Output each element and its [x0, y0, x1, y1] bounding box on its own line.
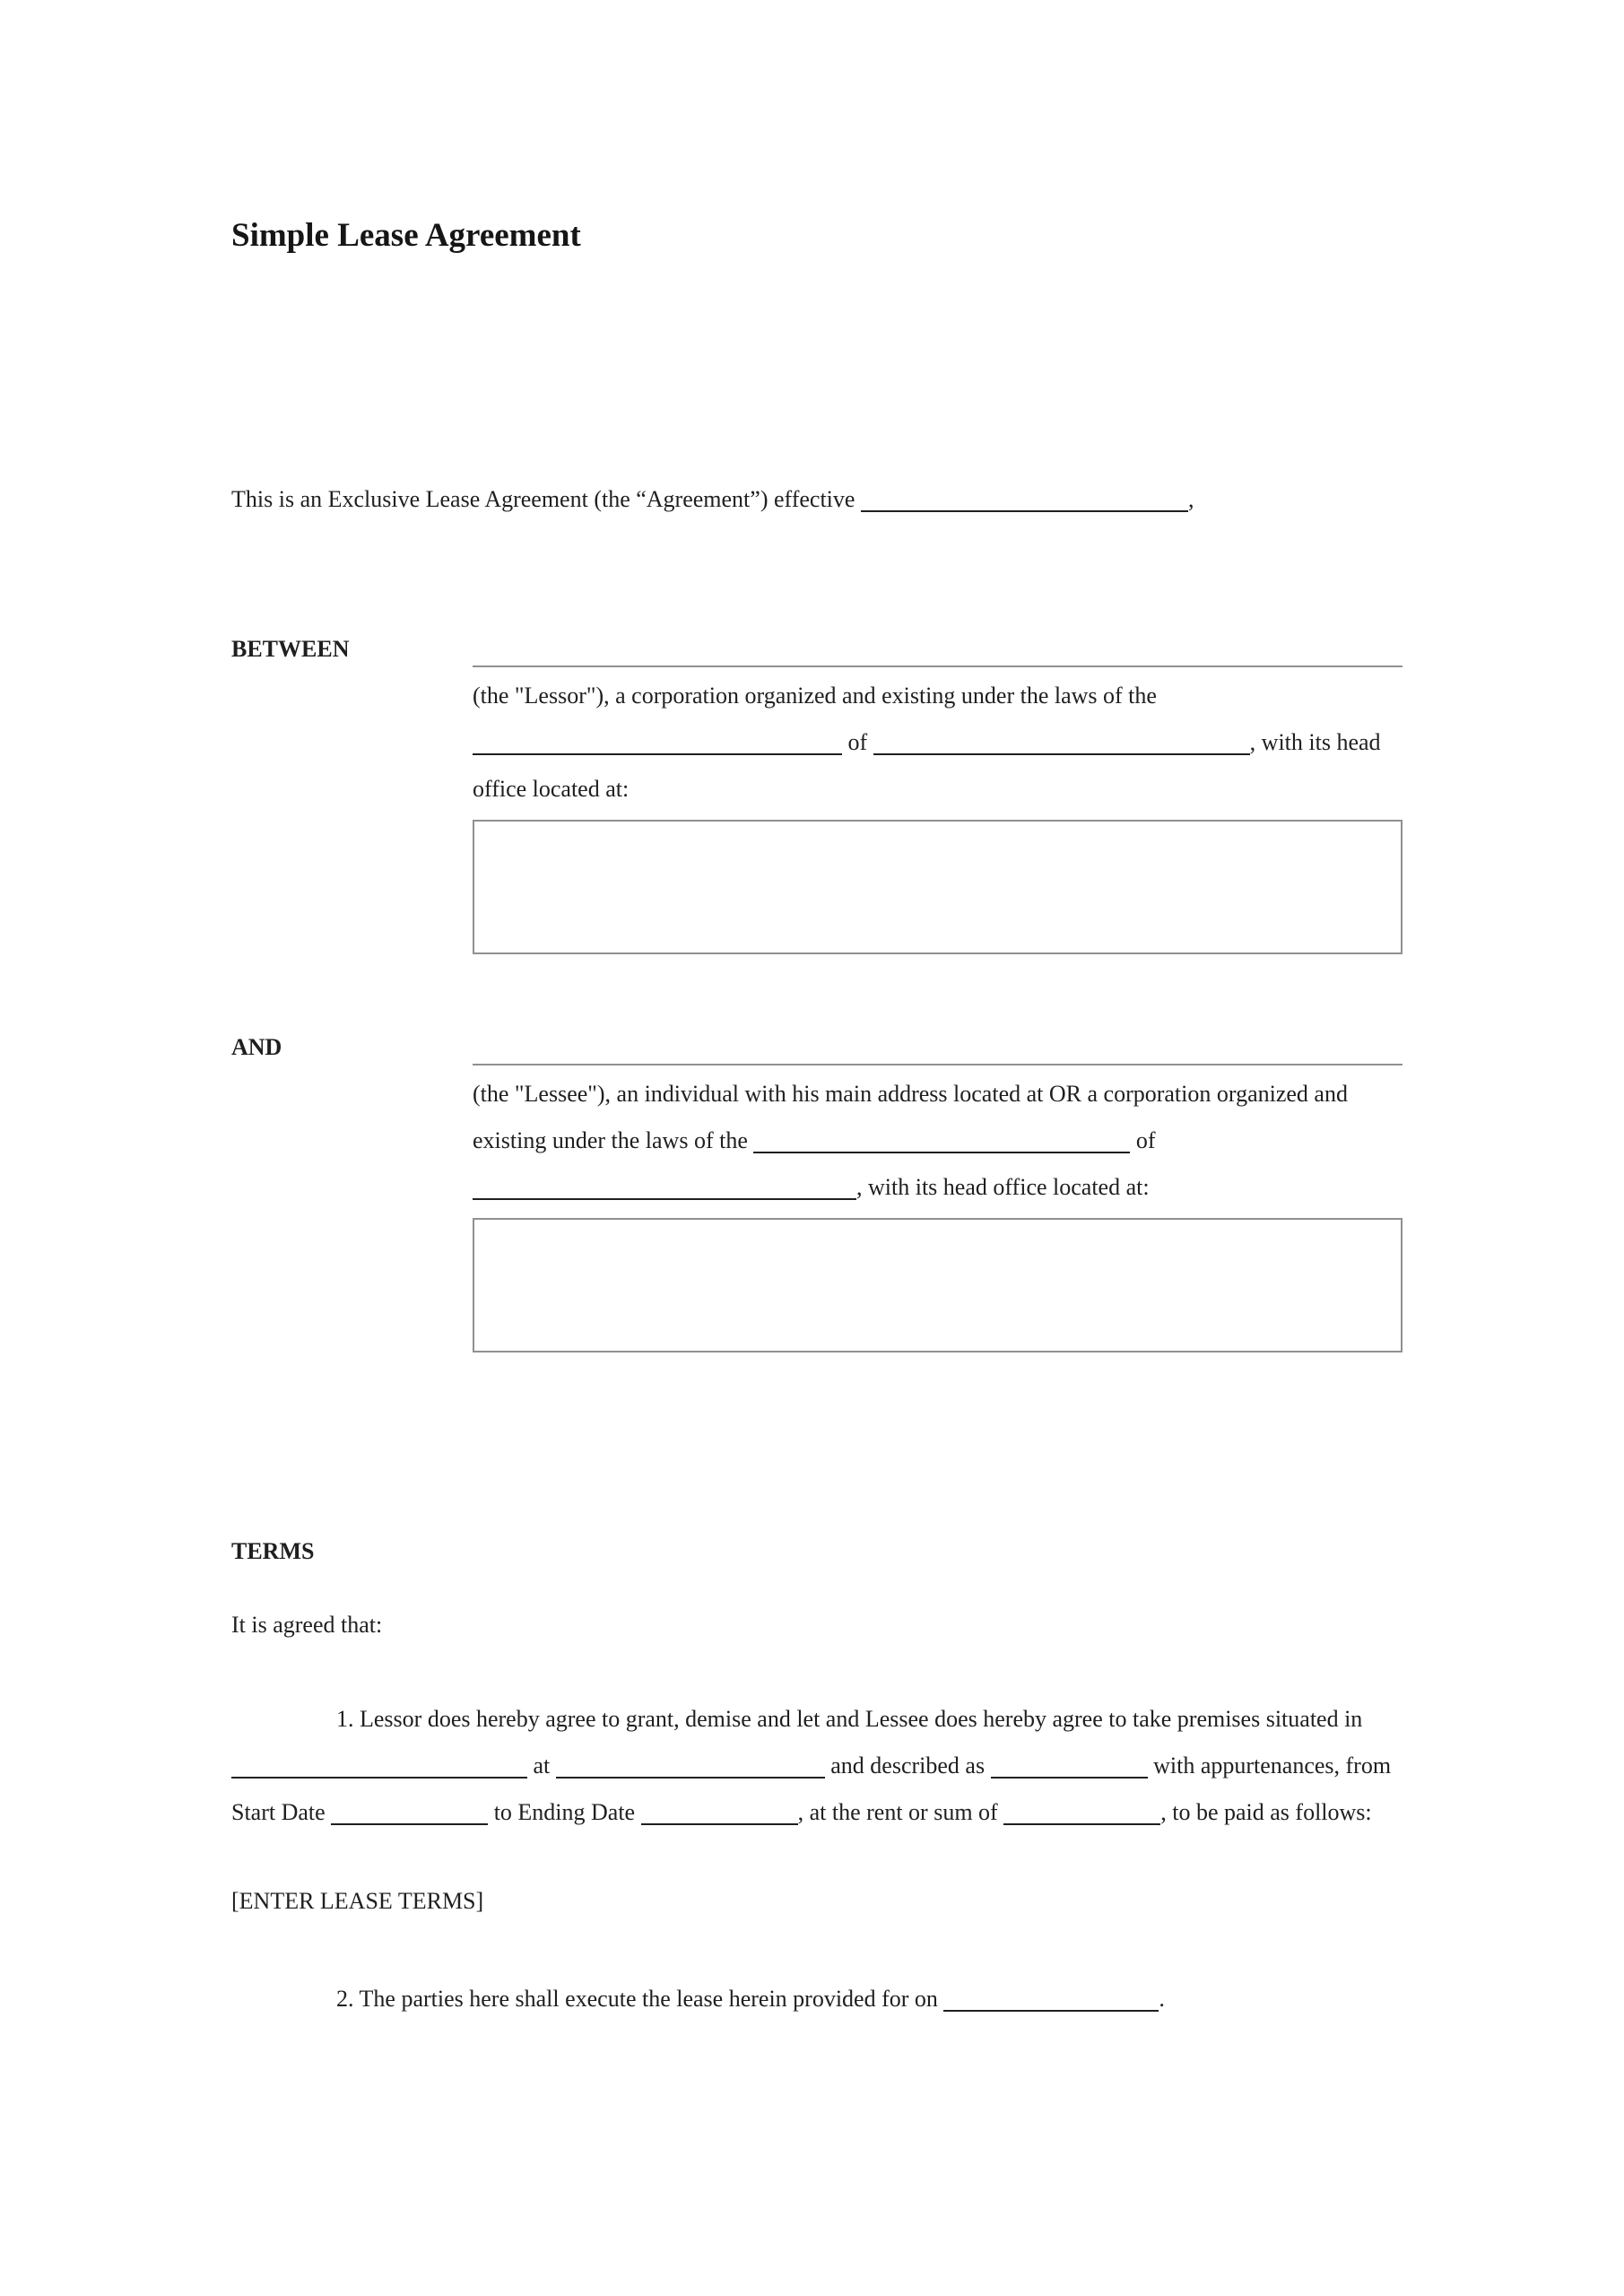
clause-1-text-3: and described as	[824, 1752, 991, 1779]
lessor-jurisdiction-name-blank[interactable]	[873, 726, 1250, 755]
execution-date-blank[interactable]	[943, 1983, 1159, 2012]
lessor-text-2: of	[842, 729, 873, 755]
clause-1-text-5: to Ending Date	[488, 1799, 641, 1825]
clause-1-text-1: 1. Lessor does hereby agree to grant, demise and let and Lessee does hereby agree to take premises situated in	[336, 1706, 1363, 1732]
lessee-address-box[interactable]	[473, 1218, 1403, 1352]
described-as-blank[interactable]	[991, 1750, 1148, 1779]
and-section	[231, 1024, 1403, 1352]
and-label: AND	[231, 1034, 282, 1060]
lessee-text-3: , with its head office located at:	[856, 1174, 1150, 1200]
lessee-block	[473, 1024, 1403, 1352]
lessee-text-2: of	[1130, 1127, 1156, 1153]
clause-1-text-7: , to be paid as follows:	[1160, 1799, 1372, 1825]
between-label: BETWEEN	[231, 636, 350, 662]
between-section	[231, 626, 1403, 954]
lessee-paragraph	[473, 1071, 1403, 1211]
enter-lease-terms-placeholder: [ENTER LEASE TERMS]	[231, 1888, 484, 1914]
clause-1-text-4: with appurtenances, from Start Date	[231, 1752, 1392, 1825]
clause-1-paragraph	[231, 1696, 1403, 1836]
intro-trailing-comma: ,	[1187, 486, 1194, 512]
premises-location-blank[interactable]	[231, 1750, 527, 1779]
lessor-block	[473, 626, 1403, 954]
clause-2-paragraph	[231, 1976, 1403, 2022]
lessor-jurisdiction-type-blank[interactable]	[473, 726, 842, 755]
lessee-jurisdiction-type-blank[interactable]	[753, 1125, 1130, 1153]
clause-1-text-2: at	[527, 1752, 556, 1779]
lessor-name-line[interactable]	[473, 626, 1403, 667]
lessee-text-1: (the "Lessee"), an individual with his main address located at OR a corporation organized and existing under the laws of the	[473, 1081, 1348, 1153]
intro-paragraph	[231, 476, 1403, 523]
clause-2-text-1: 2. The parties here shall execute the lease herein provided for on	[336, 1986, 944, 2012]
lessee-name-line[interactable]	[473, 1024, 1403, 1065]
clause-1-text-6: , at the rent or sum of	[797, 1799, 1004, 1825]
terms-intro: It is agreed that:	[231, 1612, 383, 1638]
terms-heading: TERMS	[231, 1538, 315, 1564]
start-date-blank[interactable]	[331, 1796, 488, 1825]
clause-2-text-2: .	[1159, 1986, 1165, 2012]
document-title: Simple Lease Agreement	[231, 217, 581, 254]
intro-text: This is an Exclusive Lease Agreement (the “Agreement”) effective	[231, 486, 861, 512]
rent-sum-blank[interactable]	[1003, 1796, 1160, 1825]
premises-at-blank[interactable]	[556, 1750, 825, 1779]
lessor-address-box[interactable]	[473, 820, 1403, 954]
lessor-text-1: (the "Lessor"), a corporation organized and existing under the laws of the	[473, 683, 1157, 709]
effective-date-blank[interactable]	[861, 483, 1188, 512]
lessor-text-3: , with its head office located at:	[473, 729, 1381, 802]
lessor-paragraph	[473, 673, 1403, 813]
ending-date-blank[interactable]	[641, 1796, 798, 1825]
lessee-jurisdiction-name-blank[interactable]	[473, 1171, 856, 1200]
